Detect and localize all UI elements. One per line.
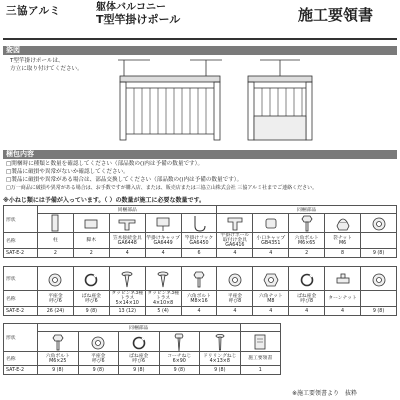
part-quantity: 1 xyxy=(240,366,281,375)
hook-icon xyxy=(181,214,217,233)
manual-title: 施工要領書 xyxy=(298,6,374,24)
drilling-screw-icon xyxy=(200,332,241,352)
figure-caption-line1: T型竿掛けポールは、 xyxy=(10,58,64,64)
part-name: 六角ボルト M8×16 xyxy=(181,291,217,307)
part-quantity: 4 xyxy=(253,249,289,258)
part-name: 竿掛けポール 取付け金具 GA6416 xyxy=(217,233,253,249)
spring-washer-icon xyxy=(73,267,109,291)
row-label-shape: 形状 xyxy=(4,324,38,352)
rail-joint-bracket-icon xyxy=(109,214,145,233)
turn-nut-icon xyxy=(325,267,361,291)
part-name: 平座金 呼び6 xyxy=(38,291,74,307)
row-label-pack: SAT-E-2 xyxy=(4,249,38,258)
header-rule xyxy=(3,38,397,40)
hex-bolt-icon xyxy=(38,332,79,352)
product-title-line1: 躯体バルコニー xyxy=(96,2,166,13)
flat-washer-icon xyxy=(217,267,253,291)
parts-table-2 xyxy=(3,266,397,316)
part-quantity: 9 (8) xyxy=(361,307,397,316)
manual-booklet-icon xyxy=(240,332,281,352)
row-label-pack: SAT-E-2 xyxy=(4,307,38,316)
group-label: 同梱部品 xyxy=(38,324,241,332)
part-quantity: 2 xyxy=(289,249,325,258)
part-quantity: 4 xyxy=(181,307,217,316)
part-quantity: 6 xyxy=(181,249,217,258)
hex-nut-icon xyxy=(253,267,289,291)
part-name xyxy=(361,291,397,307)
part-name: 脚木 xyxy=(73,233,109,249)
part-name: ターンナット xyxy=(325,291,361,307)
flat-washer-icon xyxy=(78,332,119,352)
parts-table-1 xyxy=(3,205,397,258)
foot-block-icon xyxy=(73,214,109,233)
part-quantity: 4 xyxy=(217,307,253,316)
part-quantity: 4 xyxy=(217,249,253,258)
part-name: 六角ボルト M6×25 xyxy=(38,352,79,366)
part-name: 竿掛けキャップ GA6449 xyxy=(145,233,181,249)
section-bar-figure: 姿図 xyxy=(3,46,397,55)
spring-washer-icon xyxy=(289,267,325,291)
pole-cap-icon xyxy=(145,214,181,233)
part-name xyxy=(361,233,397,249)
part-name: 笠木接続金具 GA6448 xyxy=(109,233,145,249)
part-quantity: 4 xyxy=(145,249,181,258)
part-quantity: 8 xyxy=(325,249,361,258)
part-name: 平座金 呼び8 xyxy=(217,291,253,307)
flat-washer-icon xyxy=(38,267,74,291)
part-name: 六角ナット M8 xyxy=(253,291,289,307)
part-quantity: 9 (8) xyxy=(200,366,241,375)
end-cap-icon xyxy=(253,214,289,233)
product-title xyxy=(96,2,180,26)
footer-note: ※施工要領書より 抜粋 xyxy=(292,390,358,397)
row-label-shape: 形状 xyxy=(4,267,38,291)
group-label: 同梱部品 xyxy=(217,206,397,214)
part-name: ドリリングねじ 4×13×8 xyxy=(200,352,241,366)
figure-caption-line2: 方立に取り付けてください。 xyxy=(10,66,83,72)
balcony-side-illustration xyxy=(240,56,320,144)
row-label-name: 名称 xyxy=(4,233,38,249)
part-name: タッピンネ3種トラス 4×10×8 xyxy=(145,291,181,307)
part-name: 平座金 呼び6 xyxy=(78,352,119,366)
part-quantity: 9 (8) xyxy=(73,307,109,316)
part-name: 小口キャップ GB4351 xyxy=(253,233,289,249)
part-quantity: 9 (8) xyxy=(159,366,200,375)
coach-screw-icon xyxy=(159,332,200,352)
pole-mount-bracket-icon xyxy=(217,214,253,233)
group-label: 同梱部品 xyxy=(38,206,217,214)
hex-bolt-icon xyxy=(181,267,217,291)
part-quantity: 2 xyxy=(38,249,74,258)
part-quantity: 4 xyxy=(253,307,289,316)
small-screw-note: ※小ねじ類には予備が入っています。（ ）の数量が施工に必要な数量です。 xyxy=(3,197,205,204)
part-quantity: 9 (8) xyxy=(119,366,160,375)
brand-logo: 三協アルミ xyxy=(6,5,61,17)
row-label-shape: 形状 xyxy=(4,206,38,233)
parts-table-3 xyxy=(3,323,281,375)
packing-line-2: □製品に破損や異常がないか確認してください。 xyxy=(6,169,129,175)
washer-icon xyxy=(361,214,397,233)
packing-line-1: □開梱時に種類と数量を確認してください（部品数の()内は予備の数量です）。 xyxy=(6,161,204,167)
packing-line-4: □万一商品に破損や異常がある場合は、お手数ですが購入店、または、販売店または三協立山株式会社 三協アルミ社までご連絡ください。 xyxy=(6,185,318,191)
part-quantity: 2 xyxy=(73,249,109,258)
part-quantity: 9 (8) xyxy=(361,249,397,258)
cap-nut-icon xyxy=(325,214,361,233)
row-label-name: 名称 xyxy=(4,352,38,366)
part-name: ばね座金 呼び6 xyxy=(119,352,160,366)
balcony-front-illustration xyxy=(110,56,230,144)
part-quantity: 9 (8) xyxy=(38,366,79,375)
part-quantity: 26 (24) xyxy=(38,307,74,316)
section-bar-packing: 梱包内容 xyxy=(3,150,397,159)
tapping-screw-icon xyxy=(109,267,145,291)
pillar-icon xyxy=(38,214,74,233)
part-name: 竿掛けフック GA6450 xyxy=(181,233,217,249)
part-name: ばね座金 呼び6 xyxy=(73,291,109,307)
washer-icon xyxy=(361,267,397,291)
row-label-name: 名称 xyxy=(4,291,38,307)
part-name: コーチねじ 6×90 xyxy=(159,352,200,366)
part-name: 施工要領書 xyxy=(240,352,281,366)
part-quantity: 5 (4) xyxy=(145,307,181,316)
row-label-pack: SAT-E-2 xyxy=(4,366,38,375)
part-quantity: 4 xyxy=(325,307,361,316)
part-quantity: 13 (12) xyxy=(109,307,145,316)
part-name: ばね座金 呼び8 xyxy=(289,291,325,307)
part-quantity: 4 xyxy=(289,307,325,316)
part-name: 袋ナット M6 xyxy=(325,233,361,249)
product-title-line2: T型竿掛けポール xyxy=(96,13,181,26)
part-quantity: 9 (8) xyxy=(78,366,119,375)
hex-bolt-icon xyxy=(289,214,325,233)
figure-caption xyxy=(10,57,83,73)
part-name: 柱 xyxy=(38,233,74,249)
part-name: 六角ボルト M6×65 xyxy=(289,233,325,249)
part-name: タッピンネ3種トラス 5×14×10 xyxy=(109,291,145,307)
tapping-screw-icon xyxy=(145,267,181,291)
packing-instructions xyxy=(6,160,317,192)
part-quantity: 4 xyxy=(109,249,145,258)
packing-line-3: □製品に破損や異常がある場合は、部品交換してください（部品数の()内は予備の数量です）。 xyxy=(6,177,243,183)
spring-washer-icon xyxy=(119,332,160,352)
